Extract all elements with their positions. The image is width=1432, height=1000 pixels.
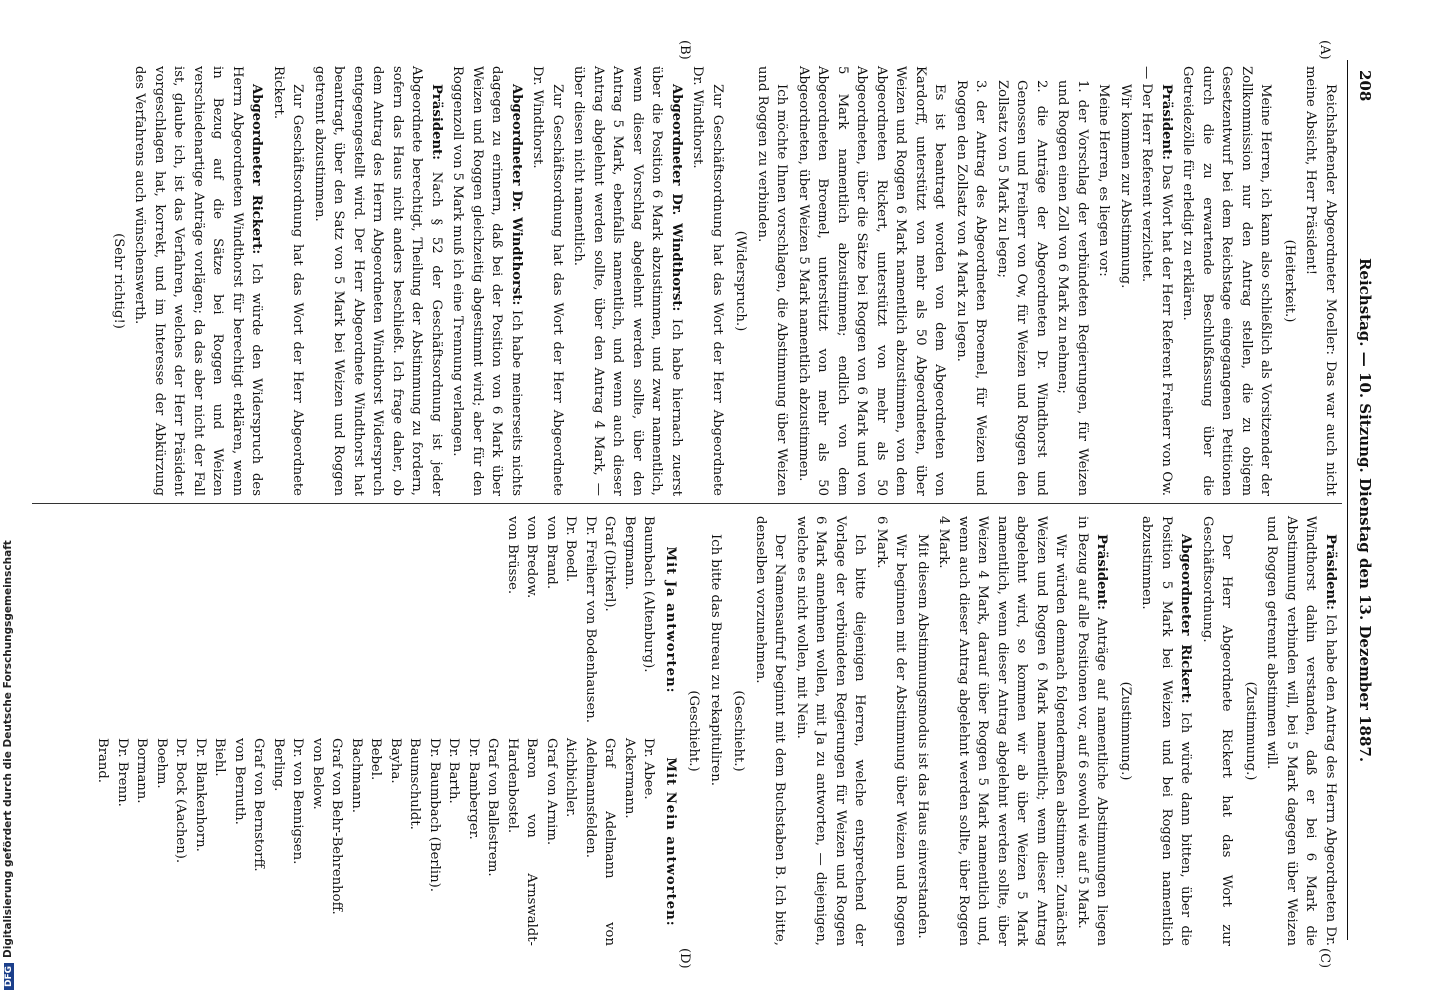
column-divider (32, 503, 1342, 504)
paragraph (753, 66, 792, 496)
paragraph (751, 516, 790, 946)
paragraph-text: Wir kommen zur Abstimmung. (1118, 84, 1133, 289)
member-name: Dr. Blankenhorn. (193, 738, 208, 852)
member-name: Baumschuldt. (407, 738, 423, 830)
member-name: Bachmann. (349, 738, 364, 813)
list-item (952, 66, 991, 496)
paragraph (1094, 66, 1114, 496)
member-name: Dr. Abee. (641, 738, 657, 800)
member-name: Dr. Bamberger. (466, 738, 481, 840)
paragraph (1116, 66, 1136, 496)
paragraph-text: 3. der Antrag des Abgeordneten Broemel, für Weizen und Roggen den Zollsatz von 4 Mark zu legen. (954, 80, 989, 496)
member-name: von Brüsse. (505, 516, 520, 595)
stage-direction (731, 66, 751, 496)
member-name: Bergmann. (622, 516, 637, 590)
paragraph-text: Es ist beantragt worden von dem Abgeordneten von Kardorff, unterstützt von mehr als 50 Abgeordneten, über Weizen und Roggen 6 Mark namentlich abzustimmen, von dem Abgeordneten Rickert, unterstützt von mehr als 50 Abgeordneten, über die Sätze bei Roggen von 6 Mark und von 5 Mark namentlich abzustimmen; endlich von dem Abgeordneten Broemel, unterstützt von mehr als 50 Abgeordneten, über Weizen 5 Mark namentlich abzustimmen. (796, 66, 948, 496)
member-name: Ackermann. (622, 738, 637, 819)
member-name: Graf von Ballestrem. (485, 738, 501, 877)
yes-heading: Mit Ja antworten: (663, 546, 678, 694)
page-title: Reichstag. — 10. Sitzung. Dienstag den 13. Dezember 1887. (1356, 257, 1374, 763)
member-name: Graf Adelmann von Adelmannsfelden. (583, 738, 618, 946)
paragraph-text: 2. die Anträge der Abgeordneten Dr. Windthorst und Genossen und Freiherr von Ow, für Weizen und Roggen den Zollsatz von 5 Mark zu legen; (995, 80, 1049, 496)
member-name: Bebel. (368, 738, 384, 781)
member-name: Dr. Baumbach (Berlin). (427, 738, 442, 892)
paragraph-text: Anträge auf namentliche Abstimmungen liegen in Bezug auf alle Positionen vor, auf 6 sowohl wie auf 5 Mark. (1075, 516, 1110, 946)
paragraph (872, 516, 911, 946)
funding-text: Digitalisierung gefördert durch die Deutsche Forschungsgemeinschaft (2, 540, 14, 958)
paragraph (528, 66, 567, 496)
stage-direction (684, 516, 704, 946)
paragraph (913, 516, 933, 946)
stage-direction (729, 516, 749, 946)
speaker-name: Abgeordneter Dr. Windthorst: (669, 84, 684, 312)
paragraph-text: Zur Geschäftsordnung hat das Wort der Herr Abgeordnete Dr. Windthorst. (690, 66, 725, 496)
vote-lists (93, 516, 680, 946)
paragraph-text: (Widerspruch.) (733, 230, 749, 332)
list-item (1053, 66, 1092, 496)
member-name: von Bernuth. (232, 738, 247, 825)
paragraph-text: (Zustimmung.) (1243, 681, 1258, 781)
speaker-name: Abgeordneter Dr. Windthorst: (509, 84, 524, 306)
no-vote-column (93, 738, 680, 946)
paragraph (1137, 66, 1176, 496)
paragraph-text: (Heiterkeit.) (1282, 239, 1297, 323)
paragraph-text: Zur Geschäftsordnung hat das Wort der Herr Abgeordnete Dr. Windthorst. (530, 66, 565, 496)
member-name: Baron von Arnswaldt-Hardenbostel. (505, 738, 540, 946)
yes-vote-column (93, 516, 680, 724)
paragraph-text: (Sehr richtig!) (111, 233, 126, 329)
margin-letter-a: (A) (1317, 40, 1332, 60)
paragraph (569, 66, 686, 496)
paragraph-text: Ich habe meinerseits nichts dagegen zu erinnern, daß bei der Position von 6 Mark über Weizen und Roggen gleichzeitig abgestimmt wird; aber für den Roggenzoll von 5 Mark muß ich eine Trennung verlangen. (450, 66, 524, 496)
list-item (993, 66, 1052, 496)
paragraph-text: Ich bitte diejenigen Herren, welche entsprechend der Vorlage der verbündeten Regierungen für Weizen und Roggen 6 Mark annehmen wollen, mit Ja zu antworten, — diejenigen, welche es nicht wollen, mit Nein. (794, 516, 868, 946)
speaker-name: Abgeordneter Rickert: (1178, 534, 1194, 704)
paragraph-text: Mit diesem Abstimmungsmodus ist das Haus einverstanden. (915, 534, 930, 939)
speaker-name: Präsident: (1323, 534, 1338, 611)
stage-direction (1116, 516, 1136, 946)
page-header (1350, 70, 1374, 950)
paragraph (1137, 516, 1196, 946)
paragraph-text: Wir würden demnach folgendermaßen abstimmen: Zunächst Weizen und Roggen 6 Mark namentlich; wenn dieser Antrag abgelehnt wird, so kommen wir ab über Weizen 5 Mark namentlich, wenn dieser Antrag abgelehnt werden sollte, über Weizen 4 Mark, darauf über Roggen 5 Mark namentlich und, wenn auch dieser Antrag abgelehnt werden sollte, über Roggen 4 Mark. (936, 516, 1069, 946)
paragraph (1198, 516, 1237, 946)
member-name: Brand. (95, 738, 111, 783)
right-paragraphs (684, 516, 1340, 946)
member-name: Graf von Bernstorff. (251, 738, 267, 872)
member-name: Biehl. (212, 738, 228, 777)
stage-direction (1280, 66, 1300, 496)
left-text-column (105, 66, 1341, 496)
paragraph (269, 66, 308, 496)
member-name: Baumbach (Altenburg). (641, 516, 657, 673)
paragraph-text: Ich bitte das Bureau zu rekapituliren. (708, 534, 723, 786)
paragraph (688, 66, 727, 496)
paragraph-text: Wir beginnen mit der Abstimmung über Weizen und Roggen 6 Mark. (874, 516, 909, 946)
paragraph (310, 66, 447, 496)
member-name: von Bredow. (524, 516, 540, 599)
paragraph (794, 66, 950, 496)
paragraph-text: Der Herr Abgeordnete Rickert hat das Wort zur Geschäftsordnung. (1200, 516, 1235, 946)
paragraph-text: Das Wort hat der Herr Referent Freiherr von Ow. — Der Herr Referent verzichtet. (1139, 66, 1174, 496)
member-name: Bayha. (388, 738, 403, 784)
paragraph-text: Ich möchte Ihnen vorschlagen, die Abstimmung über Weizen und Roggen zu verbinden. (755, 66, 790, 496)
header-rule (1347, 60, 1348, 940)
yes-vote-list (503, 516, 659, 724)
paragraph-text: Meine Herren, es liegen vor: (1096, 84, 1112, 277)
member-name: Dr. Boedl. (563, 516, 579, 583)
speaker-name: Präsident: (1094, 534, 1110, 611)
paragraph-text: Ich habe den Antrag des Herrn Abgeordneten Dr. Windthorst dahin verstanden, daß er bei 6 Mark die Abstimmung verbinden will, bei 5 Mark dagegen über Weizen und Roggen getrennt abstimmen will. (1264, 516, 1338, 946)
member-name: Dr. von Bennigsen. (290, 738, 306, 865)
member-name: Dr. Barth. (446, 738, 462, 804)
paragraph-text: (Geschieht.) (731, 690, 747, 772)
no-heading: Mit Nein antworten: (663, 757, 678, 927)
paragraph (1262, 516, 1340, 946)
member-name: Graf von Arnim. (544, 738, 559, 846)
member-name: Dr. Freiherr von Bodenhausen. (583, 516, 598, 723)
member-name: von Below. (310, 738, 325, 810)
paragraph-text: Reichshaftender Abgeordneter Moeller: Das war auch nicht meine Absicht, Herr Präsident! (1303, 66, 1338, 496)
member-name: Boehm. (154, 738, 169, 789)
stage-direction (1241, 516, 1261, 946)
paragraph-text: (Geschieht.) (686, 690, 702, 772)
paragraph-text: Ich habe hiernach zuerst über die Position 6 Mark abzustimmen, und zwar namentlich, wenn dieser Vorschlag abgelehnt werden sollte, über den Antrag 5 Mark, ebenfalls namentlich, und wenn auch dieser Antrag abgelehnt werden sollte, über den Antrag 4 Mark, — über diesen nicht namentlich. (571, 66, 684, 496)
paragraph-text: (Zustimmung.) (1118, 681, 1133, 781)
dfg-logo: DFG (4, 963, 14, 990)
member-name: Dr. Bock (Aachen). (173, 738, 189, 864)
member-name: Graf von Behr-Behrenhoff. (329, 738, 345, 915)
member-name: Berling. (271, 738, 286, 792)
paragraph (448, 66, 526, 496)
paragraph-text: Ich würde den Widerspruch des Herrn Abgeordneten Windthorst für berechtigt erklären, wenn in Bezug auf die Sätze bei Roggen und Weizen verschiedenartige Anträge vorlägen; da das aber nicht der Fall ist, glaube ich, ist das Verfahren, welches der Herr Präsident vorgeschlagen hat, korrekt, und im Interesse der Abkürzung des Verfahrens auch wünschenswerth. (132, 66, 265, 496)
member-name: Graf (Dirkerl). (602, 516, 618, 612)
paragraph-text: Ich würde dann bitten, über die Position 5 Mark bei Weizen und bei Roggen namentlich abzustimmen. (1139, 516, 1194, 946)
left-edge-footer (0, 0, 18, 1000)
no-vote-list (93, 738, 659, 946)
paragraph (792, 516, 870, 946)
paragraph-text: Der Namensaufruf beginnt mit dem Buchstaben B. Ich bitte, denselben vorzunehmen. (753, 516, 788, 946)
member-name: Aichbichler. (563, 738, 579, 818)
paragraph-text: Nach § 52 der Geschäftsordnung ist jeder Abgeordnete berechtigt, Theilung der Abstimmung zu fordern, sofern das Haus nicht anders beschließt. Ich frage daher, ob dem Antrag des Herrn Abgeordneten Windthorst Widerspruch entgegengestellt wird. Der Herr Abgeordnete Windthorst hat beantragt, über den Satz von 5 Mark bei Weizen und Roggen getrennt abzustimmen. (312, 66, 444, 496)
member-name: Dr. Brenn. (115, 738, 130, 807)
funding-note (2, 540, 14, 990)
paragraph-text: Zur Geschäftsordnung hat das Wort der Herr Abgeordnete Rickert. (271, 66, 306, 496)
member-name: Bormann. (134, 738, 150, 804)
paragraph (706, 516, 726, 946)
member-name: von Brand. (544, 516, 559, 590)
paragraph (1073, 516, 1112, 946)
speaker-name: Präsident: (1159, 84, 1174, 161)
margin-letter-b: (B) (677, 40, 692, 60)
paragraph-text: 1. der Vorschlag der verbündeten Regierungen, für Weizen und Roggen einen Zoll von 6 Mark zu nehmen; (1055, 80, 1090, 496)
paragraph (934, 516, 1071, 946)
page-number: 208 (1356, 70, 1374, 102)
speaker-name: Abgeordneter Rickert: (249, 84, 265, 255)
right-text-column (93, 516, 1340, 946)
speaker-name: Präsident: (429, 84, 444, 161)
paragraph-text: Meine Herren, ich kann also schließlich als Vorsitzender der Zollkommission nur den Antrag stellen, die zu obigem Gesetzentwurf bei dem Reichstage eingegangenen Petitionen durch die zu erwartende Beschlußfassung über die Getreidezölle für erledigt zu erklären. (1180, 66, 1274, 496)
paragraph (1301, 66, 1340, 496)
margin-letter-d: (D) (677, 948, 692, 969)
paragraph (1178, 66, 1276, 496)
stage-direction (109, 66, 129, 496)
paragraph (130, 66, 267, 496)
margin-letter-c: (C) (1317, 948, 1332, 969)
